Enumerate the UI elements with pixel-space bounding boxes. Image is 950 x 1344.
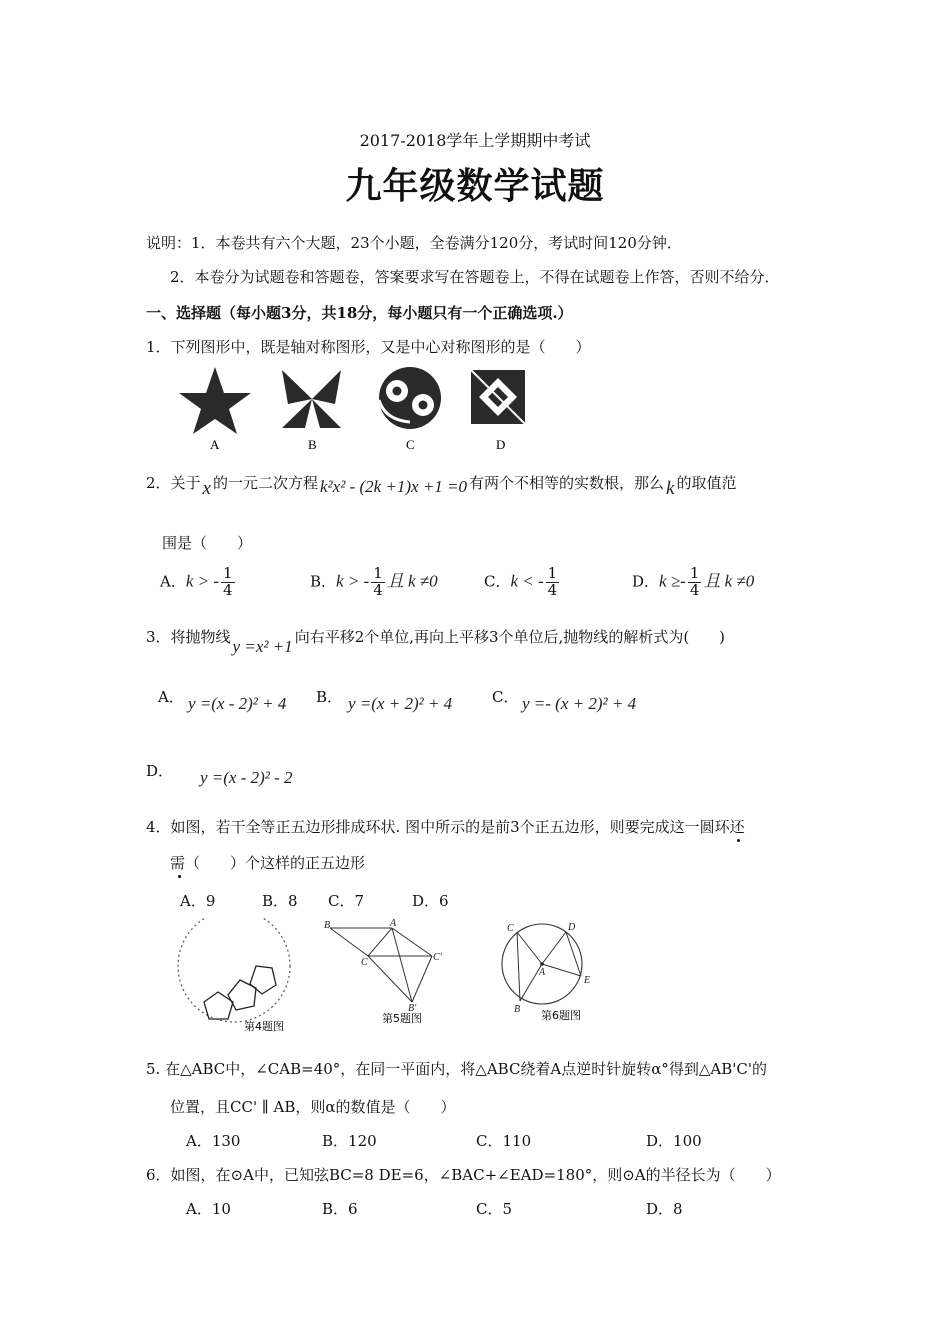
q4-emphasis-2: 需: [170, 854, 186, 872]
exam-subtitle: 2017-2018学年上学期期中考试: [359, 131, 591, 150]
figure-6-label-a: A: [539, 967, 546, 978]
question-1-figures: [170, 360, 550, 455]
figure-5-label-b-prime: B': [408, 1003, 417, 1014]
q4-option-d: D．6: [412, 892, 449, 910]
figure-6-label-c: C: [507, 923, 514, 934]
q2-option-d: D．k ≥- $\frac{1}{4}$ 且 k ≠0: [632, 564, 755, 599]
q6-option-a: A．10: [186, 1200, 231, 1218]
question-2-line-1: [146, 472, 737, 499]
square-pattern-shape-icon: [471, 370, 525, 424]
q3-equation: y =x² +1: [232, 637, 293, 656]
page-title: 九年级数学试题: [345, 165, 605, 207]
figure-5-label-a: A: [390, 918, 397, 929]
figure-4-caption: 第4题图: [244, 1020, 284, 1033]
bowtie-shape-icon: [282, 370, 341, 428]
section-heading: 一、选择题（每小题3分，共18分，每小题只有一个正确选项.）: [146, 304, 573, 322]
question-1-text: 1．下列图形中，既是轴对称图形，又是中心对称图形的是（ ）: [146, 338, 591, 356]
q2-option-c: C．k < - $\frac{1}{4}$: [484, 564, 558, 599]
figure-4-pentagon-ring: [170, 918, 300, 1036]
figure-5-label-b: B: [324, 920, 331, 931]
question-5-line-2: 位置，且CC' ∥ AB，则α的数值是（ ）: [170, 1098, 456, 1116]
question-5-line-1: 5. 在△ABC中，∠CAB=40°，在同一平面内，将△ABC绕着A点逆时针旋转α°得到△AB'C'的: [146, 1060, 768, 1078]
q3-option-b-expr: y =(x + 2)² + 4: [348, 694, 453, 713]
question-4-line-2: 需（ ）个这样的正五边形: [170, 854, 366, 872]
q6-option-c: C．5: [476, 1200, 513, 1218]
question-2-line-2: 围是（ ）: [162, 534, 253, 552]
swirl-shape-icon: [379, 367, 441, 429]
question-6-line-1: 6．如图，在⊙A中，已知弦BC=8 DE=6，∠BAC+∠EAD=180°，则⊙A的半径长为（ ）: [146, 1166, 781, 1184]
note-line-2: 2．本卷分为试题卷和答题卷，答案要求写在答题卷上，不得在试题卷上作答，否则不给分．: [170, 268, 780, 286]
q4-option-a: A．9: [180, 892, 216, 910]
q5-option-c: C．110: [476, 1132, 532, 1150]
q4-option-b: B．8: [262, 892, 298, 910]
option-label-d: D: [496, 437, 506, 452]
figure-6-label-d: D: [568, 922, 576, 933]
q2-option-b: B．k > - $\frac{1}{4}$ 且 k ≠0: [310, 564, 438, 599]
q2-equation: k²x² - (2k +1)x +1 =0: [320, 477, 468, 496]
question-4-line-1: 4．如图，若干全等正五边形排成环状. 图中所示的是前3个正五边形，则要完成这一圆环还: [146, 818, 745, 836]
figure-5-label-c: C: [361, 957, 368, 968]
q5-option-d: D．100: [646, 1132, 702, 1150]
q2-text-a: 2．关于: [146, 474, 201, 492]
figure-6-label-b: B: [514, 1004, 521, 1015]
option-label-b: B: [308, 437, 317, 452]
question-3-line: 3．将抛物线 y =x² +1 向右平移2个单位,再向上平移3个单位后,抛物线的解析式为( ): [146, 628, 726, 656]
q2-text-c: 有两个不相等的实数根，那么: [469, 474, 665, 492]
q3-option-d-expr: y =(x - 2)² - 2: [200, 768, 293, 787]
star-shape-icon: [179, 367, 251, 434]
q4-emphasis-1: 还: [729, 818, 745, 836]
q2-text-d: 的取值范: [676, 474, 737, 492]
figure-6-circle: [495, 915, 615, 1027]
note-line-1: 说明：1．本卷共有六个大题，23个小题，全卷满分120分，考试时间120分钟．: [146, 234, 682, 252]
figure-6-caption: 第6题图: [541, 1009, 581, 1022]
figure-5-label-c-prime: C': [433, 952, 442, 963]
q3-option-d-label: D．: [146, 762, 174, 780]
q6-option-d: D．8: [646, 1200, 683, 1218]
q2-option-a: A．k > - $\frac{1}{4}$: [160, 564, 233, 599]
figure-6-label-e: E: [584, 975, 591, 986]
q2-var-k: k: [666, 478, 675, 499]
option-label-c: C: [406, 437, 415, 452]
q3-option-c-expr: y =- (x + 2)² + 4: [522, 694, 637, 713]
q3-option-a-label: A．: [158, 688, 184, 706]
q6-option-b: B．6: [322, 1200, 358, 1218]
q3-option-c-label: C．: [492, 688, 519, 706]
q5-option-b: B．120: [322, 1132, 377, 1150]
q4-option-c: C．7: [328, 892, 365, 910]
q3-option-b-label: B．: [316, 688, 343, 706]
q3-option-a-expr: y =(x - 2)² + 4: [188, 694, 287, 713]
q5-option-a: A．130: [186, 1132, 241, 1150]
figure-5-triangles: [320, 918, 450, 1028]
figure-5-caption: 第5题图: [382, 1012, 422, 1025]
option-label-a: A: [210, 437, 220, 452]
q2-var-x: x: [202, 478, 211, 499]
q2-text-b: 的一元二次方程: [212, 474, 318, 492]
